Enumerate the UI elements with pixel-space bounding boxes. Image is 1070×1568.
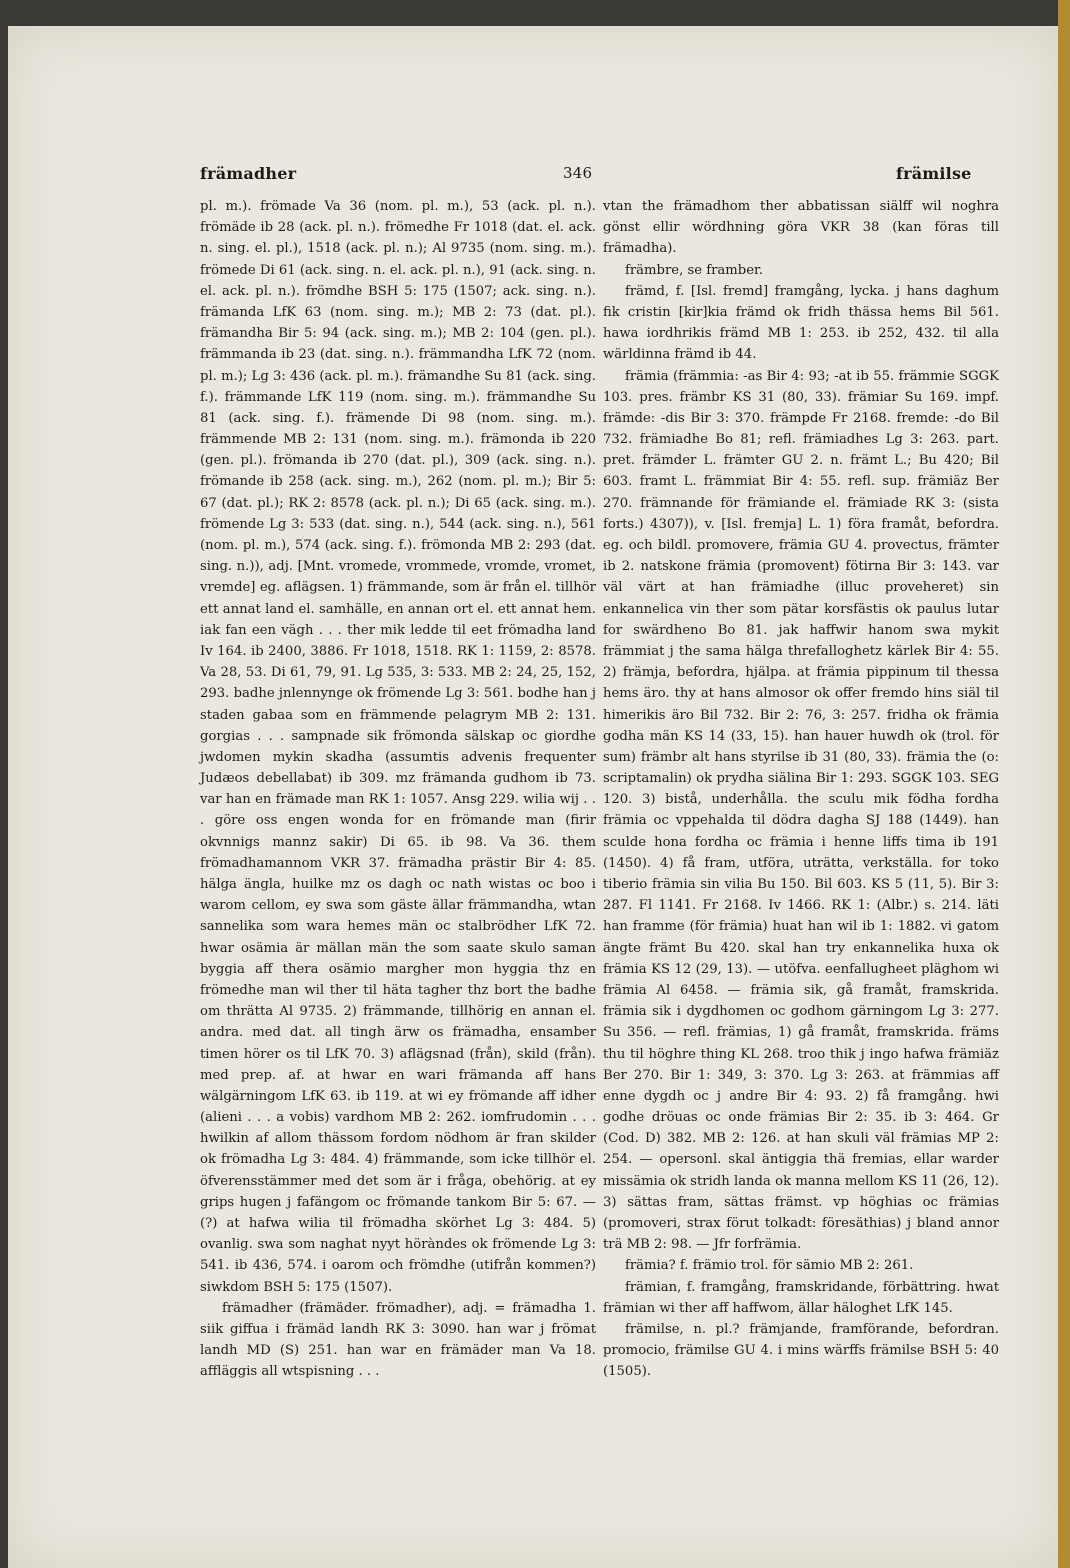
left-column xyxy=(200,196,596,1383)
entry-frambre: främbre, se framber. xyxy=(625,262,764,278)
running-head-right: främilse xyxy=(896,164,972,183)
entry-framian: främian, f. framgång, framskridande, förbättring. hwat främian wi ther aff haffwom, ällar häloghet LfK 145. xyxy=(603,1279,999,1316)
right-column xyxy=(603,196,999,1383)
entry-fromade-continuation: pl. m.). frömade Va 36 (nom. pl. m.), 53 (ack. pl. n.). frömäde ib 28 (ack. pl. n.). frömedhe Fr 1018 (dat. el. ack. n. sing. el. pl.), 1518 (ack. pl. n.); Al 9735 (nom. sing. m.). frömede Di 61 (ack. sing. n. el. ack. pl. n.), 91 (ack. sing. n. el. ack. pl. n.). frömdhe BSH 5: 175 (1507; ack. sing. n.). främanda LfK 63 (nom. sing. m.); MB 2: 73 (dat. pl.). främandha Bir 5: 94 (ack. sing. m.); MB 2: 104 (gen. pl.). främmanda ib 23 (dat. sing. n.). främmandha LfK 72 (nom. pl. m.); Lg 3: 436 (ack. pl. m.). främandhe Su 81 (ack. sing. f.). främmande LfK 119 (nom. sing. m.). främmandhe Su 81 (ack. sing. f.). främende Di 98 (nom. sing. m.). främmende MB 2: 131 (nom. sing. m.). främonda ib 220 (gen. pl.). frömanda ib 270 (dat. pl.), 309 (ack. sing. n.). frömande ib 258 (ack. sing. m.), 262 (nom. pl. m.); Bir 5: 67 (dat. pl.); RK 2: 8578 (ack. pl. n.); Di 65 (ack. sing. m.). frömende Lg 3: 533 (dat. sing. n.), 544 (ack. sing. n.), 561 (nom. pl. m.), 574 (ack. sing. f.). frömonda MB 2: 293 (dat. sing. n.)), adj. [Mnt. vromede, vrommede, vromde, vromet, vremde] eg. aflägsen. 1) främmande, som är från el. tillhör ett annat land el. samhälle, en annan ort el. ett annat hem. iak fan een vägh . . . ther mik ledde til eet frömadha land Iv 164. ib 2400, 3886. Fr 1018, 1518. RK 1: 1159, 2: 8578. Va 28, 53. Di 61, 79, 91. Lg 535, 3: 533. MB 2: 24, 25, 152, 293. badhe jnlennynge ok frömende Lg 3: 561. bodhe han j staden gabaa som en främmende pelagrym MB 2: 131. gorgias . . . sampnade sik frömonda sälskap oc giordhe jwdomen mykin skadha (assumtis advenis frequenter Judæos debellabat) ib 309. mz främanda gudhom ib 73. var han en främade man RK 1: 1057. Ansg 229. wilia wij . . . göre oss engen wonda for en frömande man (firir okvnnigs mannz sakir) Di 65. ib 98. Va 36. them frömadhamannom VKR 37. främadha prästir Bir 4: 85. hälga ängla, huilke mz os dagh oc nath wistas oc boo i warom cellom, ey swa som gäste ällar främmandha, wtan sannelika som wara hemes män oc stalbrödher LfK 72. hwar osämia är mällan män the som saate skulo saman byggia aff thera osämio margher mon hyggia thz en frömedhe man wil ther til häta tagher thz bort the badhe om thrätta Al 9735. 2) främmande, tillhörig en annan el. andra. med dat. all tingh ärw os främadha, ensamber timen hörer os til LfK 70. 3) aflägsnad (från), skild (från). med prep. af. at hwar en wari främanda aff hans wälgärningom LfK 63. ib 119. at wi ey frömande aff idher (alieni . . . a vobis) vardhom MB 2: 262. iomfrudomin . . . hwilkin af allom thässom fordom nödhom är fran skilder ok frömadha Lg 3: 484. 4) främmande, som icke tillhör el. öfverensstämmer med det som är i fråga, obehörig. at ey grips hugen j fafängom oc frömande tankom Bir 5: 67. — (?) at hafwa wilia til frömadha skörhet Lg 3: 484. 5) ovanlig. swa som naghat nyyt höràndes ok frömende Lg 3: 541. ib 436, 574. i oarom och frömdhe (utifrån kommen?) siwkdom BSH 5: 175 (1507). xyxy=(200,199,596,1295)
dictionary-page xyxy=(8,26,1060,1568)
entry-framia-noun: främia? f. främio trol. för sämio MB 2: 261. xyxy=(625,1258,914,1274)
entry-framd: främd, f. [Isl. fremd] framgång, lycka. j hans daghum fik cristin [kir]kia främd ok fridh thässa hems Bil 561. hawa iordhrikis främd MB 1: 253. ib 252, 432. til alla wärldinna främd ib 44. xyxy=(603,283,999,363)
entry-framadhom-continuation: vtan the främadhom ther abbatissan siälff wil noghra gönst ellir wördhning göra VKR 38 (kan föras till främadha). xyxy=(603,199,999,257)
entry-framadher: främadher (främäder. frömadher), adj. = främadha 1. siik giffua i främäd landh RK 3: 3090. han war j frömat landh MD (S) 251. han war en främäder man Va 18. affläggis all wtspisning . . . xyxy=(200,1300,596,1380)
scan-edge-strip xyxy=(1058,0,1070,1568)
entry-framilse: främilse, n. pl.? främjande, framförande, befordran. promocio, främilse GU 4. i mins wärffs främilse BSH 5: 40 (1505). xyxy=(603,1321,999,1380)
page-number: 346 xyxy=(563,164,593,182)
running-head-left: främadher xyxy=(200,164,297,183)
entry-framia: främia (främmia: -as Bir 4: 93; -at ib 55. främmie SGGK 103. pres. främbr KS 31 (80, 33). främiar Su 169. impf. främde: -dis Bir 3: 370. främpde Fr 2168. fremde: -do Bil 732. främiadhe Bo 81; refl. främiadhes Lg 3: 263. part. pret. främder L. främter GU 2. n. främt L.; Bu 420; Bil 603. framt L. främmiat Bir 4: 55. refl. sup. främiäz Ber 270. främnande för främiande el. främiade RK 3: (sista forts.) 4307)), v. [Isl. fremja] L. 1) föra framåt, befordra. eg. och bildl. promovere, främia GU 4. provectus, främter ib 2. natskone främia (promovent) fötirna Bir 3: 143. var väl värt at han främiadhe (illuc proveheret) sin enkannelica vin ther som pätar korsfästis ok paulus lutar for swärdheno Bo 81. jak haffwir hanom swa mykit främmiat j the sama hälga threfalloghetz kärlek Bir 4: 55. 2) främja, befordra, hjälpa. at främia pippinum til thessa hems äro. thy at hans almosor ok offer fremdo hins siäl til himerikis äro Bil 732. Bir 2: 76, 3: 257. fridha ok främia godha män KS 14 (33, 15). han hauer huwdh ok (trol. för sum) främbr alt hans styrilse ib 31 (80, 33). främia the (o: scriptamalin) ok prydha siälina Bir 1: 293. SGGK 103. SEG 120. 3) bistå, underhålla. the sculu mik födha fordha främia oc vppehalda til dödra dagha SJ 188 (1449). han sculde hona fordha oc främia i henne liffs tima ib 191 (1450). 4) få fram, utföra, uträtta, verkställa. for toko tiberio främia sin vilia Bu 150. Bil 603. KS 5 (11, 5). Bir 3: 287. Fl 1141. Fr 2168. Iv 1466. RK 1: (Albr.) s. 214. läti han framme (för främia) huat han wil ib 1: 1882. vi gatom ängte främt Bu 420. skal han try enkannelika huxa ok främia KS 12 (29, 13). — utöfva. eenfallugheet pläghom wi främia Al 6458. — främia sik, gå framåt, framskrida. främia sik i dygdhomen oc godhom gärningom Lg 3: 277. Su 356. — refl. främias, 1) gå framåt, framskrida. främs thu til höghre thing KL 268. troo thik j ingo hafwa främiäz Ber 270. Bir 1: 349, 3: 370. Lg 3: 263. at främmias aff enne dygdh oc j andre Bir 4: 93. 2) få framgång. hwi godhe dröuas oc onde främias Bir 2: 35. ib 3: 464. Gr (Cod. D) 382. MB 2: 126. at han skuli väl främias MP 2: 254. — opersonl. skal äntiggia thä fremias, ellar warder missämia ok stridh landa ok manna mellom KS 11 (26, 12). 3) sättas fram, sättas främst. vp höghias oc främias (promoveri, strax förut tolkadt: föresäthias) j bland annor trä MB 2: 98. — Jfr forfrämia. xyxy=(603,368,999,1253)
